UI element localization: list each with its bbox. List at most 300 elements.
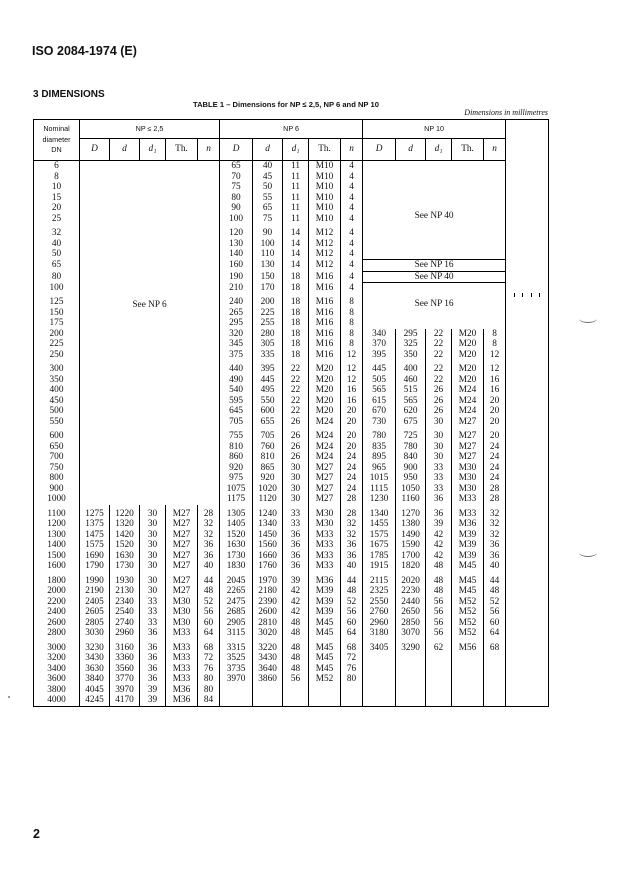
np10-cell-empty [363,685,396,696]
np6-cell: 48 [283,664,309,675]
np6-cell: 4 [341,228,363,239]
np25-cell: 36 [140,628,166,639]
np6-cell: M27 [309,494,341,505]
np6-cell: 2045 [220,576,253,587]
np6-cell: M52 [309,674,341,685]
np10-cell: 62 [426,643,452,654]
np6-cell: 16 [341,385,363,396]
np6-cell: M16 [309,308,341,319]
np6-cell: M20 [309,364,341,375]
np6-cell: 65 [220,161,253,172]
np6-cell: 4 [341,271,363,283]
np6-cell: M39 [309,586,341,597]
np10-cell: M24 [452,396,484,407]
np10-cell: 24 [484,473,506,484]
table-row [34,551,549,562]
np10-cell-empty [484,685,506,696]
np10-cell: M45 [452,586,484,597]
np6-cell: 39 [283,576,309,587]
np10-cell-empty [484,653,506,664]
dn-cell: 225 [34,339,80,350]
np10-cell: 1340 [363,509,396,520]
np25-cell: 1475 [80,530,110,541]
np6-cell: M16 [309,350,341,361]
np6-cell: 20 [341,431,363,442]
np6-cell: 200 [253,297,283,308]
np6-cell-empty [341,695,363,706]
np25-cell: 4170 [110,695,140,706]
np10-cell: M33 [452,494,484,505]
np10-cell: 8 [484,329,506,340]
np6-cell: M12 [309,239,341,250]
np10-cell: 56 [426,628,452,639]
np6-cell: 22 [283,406,309,417]
np6-cell: M27 [309,473,341,484]
np6-cell: 36 [341,551,363,562]
np6-cell: 395 [253,364,283,375]
np6-cell: 36 [341,540,363,551]
np6-cell: M10 [309,172,341,183]
subcol-header: d [110,139,140,161]
np6-cell: 595 [220,396,253,407]
np25-cell: 1220 [110,509,140,520]
dn-cell: 600 [34,431,80,442]
np10-cell-empty [396,685,426,696]
np6-cell: 1660 [253,551,283,562]
np25-cell: M27 [166,519,198,530]
np25-cell: 64 [198,628,220,639]
np10-cell: 48 [426,576,452,587]
np6-cell: 645 [220,406,253,417]
np6-cell: 295 [220,318,253,329]
dn-cell: 32 [34,228,80,239]
np10-cell: 32 [484,530,506,541]
np10-cell: 26 [426,385,452,396]
np25-cell: M33 [166,674,198,685]
np6-cell: 4 [341,172,363,183]
np10-cell-empty [363,664,396,675]
np6-cell: 28 [341,494,363,505]
np6-cell: 42 [283,607,309,618]
np6-cell: 28 [341,509,363,520]
np6-cell: M16 [309,318,341,329]
np10-cell: 20 [484,431,506,442]
np25-cell: 30 [140,509,166,520]
np6-cell: 12 [341,364,363,375]
np6-cell: 225 [253,308,283,319]
np6-cell: 1520 [220,530,253,541]
dn-cell: 40 [34,239,80,250]
dn-cell: 65 [34,260,80,272]
np25-cell: M27 [166,530,198,541]
np6-cell: 4 [341,203,363,214]
dn-cell: 10 [34,182,80,193]
np10-cell: 30 [426,442,452,453]
np6-cell: 2905 [220,618,253,629]
np10-cell: 48 [484,586,506,597]
np6-cell: 100 [220,214,253,225]
table-row [34,519,549,530]
subcol-header: D [363,139,396,161]
np10-cell: 44 [484,576,506,587]
np10-cell: 460 [396,375,426,386]
np10-cell: 30 [426,452,452,463]
dn-cell: 250 [34,350,80,361]
np6-cell: 11 [283,182,309,193]
np25-cell: 2960 [110,628,140,639]
np10-cell: 1915 [363,561,396,572]
np10-cell-empty [363,674,396,685]
np10-cell: 42 [426,530,452,541]
np6-cell: 3430 [253,653,283,664]
dn-cell: 2200 [34,597,80,608]
np10-cell: 36 [484,551,506,562]
np6-cell: 140 [220,249,253,260]
np6-cell: 2265 [220,586,253,597]
np10-cell: 565 [396,396,426,407]
np6-cell: 32 [341,530,363,541]
np6-cell: M45 [309,618,341,629]
np10-cell: 3180 [363,628,396,639]
np10-cell: M30 [452,473,484,484]
table-row [34,643,549,654]
np25-see-np6: See NP 6 [80,161,220,505]
np6-cell: 48 [283,628,309,639]
np6-cell: 36 [283,540,309,551]
np25-cell: 32 [198,519,220,530]
np6-cell: 550 [253,396,283,407]
np10-cell: 39 [426,519,452,530]
np25-cell: 40 [198,561,220,572]
np25-cell: M27 [166,540,198,551]
dn-cell: 550 [34,417,80,428]
np10-cell-empty [452,695,484,706]
np10-cell: 730 [363,417,396,428]
np10-cell: M39 [452,530,484,541]
np10-cell: 505 [363,375,396,386]
np10-cell: 1820 [396,561,426,572]
np6-cell: M33 [309,530,341,541]
gap-cell [531,293,540,297]
np10-cell: 1270 [396,509,426,520]
table-row [34,530,549,541]
np10-cell: 620 [396,406,426,417]
np10-cell: M39 [452,551,484,562]
np25-cell: M27 [166,509,198,520]
np25-cell: 3430 [80,653,110,664]
np6-cell: M33 [309,561,341,572]
np6-cell: 50 [253,182,283,193]
np10-cell: 340 [363,329,396,340]
gap-cell [506,293,515,297]
np10-cell: 22 [426,329,452,340]
np25-cell: 1520 [110,540,140,551]
np10-cell: 16 [484,375,506,386]
np25-cell: M33 [166,653,198,664]
np25-cell: 30 [140,551,166,562]
table-row [34,664,549,675]
np10-cell: 1380 [396,519,426,530]
subcol-header: D [80,139,110,161]
np6-cell: 865 [253,463,283,474]
np10-cell: 20 [484,406,506,417]
subcolumn-header-row [34,139,549,161]
np6-cell: 24 [341,473,363,484]
np6-cell: 495 [253,385,283,396]
np10-cell: M36 [452,519,484,530]
np10-cell: 22 [426,339,452,350]
np6-cell: 1560 [253,540,283,551]
np6-cell: M33 [309,540,341,551]
np6-cell-empty [283,695,309,706]
np25-cell: 1990 [80,576,110,587]
np10-cell: 32 [484,509,506,520]
np10-cell-empty [484,664,506,675]
dn-cell: 25 [34,214,80,225]
np6-cell: 8 [341,339,363,350]
np6-cell: M45 [309,643,341,654]
np6-cell: M16 [309,271,341,283]
np6-cell: 860 [220,452,253,463]
np6-group-header: NP 6 [220,120,363,139]
np6-cell: 1405 [220,519,253,530]
np10-cell: M56 [452,643,484,654]
dn-cell: 6 [34,161,80,172]
dn-cell: 125 [34,297,80,308]
np10-cell: 1160 [396,494,426,505]
np6-cell: M30 [309,519,341,530]
np25-cell: 3030 [80,628,110,639]
np6-cell: 80 [220,193,253,204]
dn-cell: 2600 [34,618,80,629]
np10-cell: 3070 [396,628,426,639]
scan-speck [8,696,10,698]
np10-cell: 445 [363,364,396,375]
np25-cell: M36 [166,685,198,696]
table-row [34,628,549,639]
np25-cell: M30 [166,607,198,618]
np6-cell: 3735 [220,664,253,675]
np25-cell: 2340 [110,597,140,608]
dimensions-table [33,119,549,707]
np25-cell: 84 [198,695,220,706]
np25-cell: 33 [140,618,166,629]
np10-cell: 400 [396,364,426,375]
np6-cell: 1970 [253,576,283,587]
np6-cell: 68 [341,643,363,654]
np6-cell: 20 [341,442,363,453]
dn-cell: 1600 [34,561,80,572]
np6-cell: 810 [253,452,283,463]
dn-cell: 1800 [34,576,80,587]
np6-cell: 2600 [253,607,283,618]
np6-cell: 48 [283,653,309,664]
np6-cell: 4 [341,161,363,172]
dn-cell: 700 [34,452,80,463]
np10-cell: 840 [396,452,426,463]
np6-cell-empty [220,685,253,696]
np6-cell: 18 [283,283,309,294]
np10-cell: 40 [484,561,506,572]
np6-cell: 18 [283,329,309,340]
np6-cell: 280 [253,329,283,340]
np6-cell-empty [253,685,283,696]
dn-cell: 350 [34,375,80,386]
np10-cell: 1675 [363,540,396,551]
np10-cell: 1590 [396,540,426,551]
np25-cell: 36 [140,643,166,654]
np6-cell: 1830 [220,561,253,572]
np6-cell: 1020 [253,484,283,495]
dn-cell: 100 [34,283,80,294]
np6-cell: 20 [341,417,363,428]
np6-cell: 1075 [220,484,253,495]
np25-cell: 28 [198,509,220,520]
np6-cell: 4 [341,193,363,204]
np10-cell: 64 [484,628,506,639]
np25-cell: M27 [166,576,198,587]
np6-cell: M39 [309,597,341,608]
np6-cell: M20 [309,406,341,417]
np25-cell: M36 [166,695,198,706]
np6-cell: M24 [309,431,341,442]
np25-cell: 2540 [110,607,140,618]
np6-cell: 600 [253,406,283,417]
np6-cell: 36 [283,561,309,572]
np25-cell: 52 [198,597,220,608]
np25-cell: M30 [166,597,198,608]
table-row [34,695,549,706]
np6-cell: 445 [253,375,283,386]
np25-cell: 1375 [80,519,110,530]
np6-cell: 42 [283,597,309,608]
np6-cell: 655 [253,417,283,428]
dn-cell: 300 [34,364,80,375]
np6-cell: 75 [220,182,253,193]
np6-cell: 76 [341,664,363,675]
np6-cell: 42 [283,586,309,597]
np6-cell: 705 [220,417,253,428]
np6-cell: M45 [309,628,341,639]
np6-cell: 130 [253,260,283,272]
np6-cell: 22 [283,364,309,375]
np10-cell: 33 [426,463,452,474]
np10-cell: 780 [396,442,426,453]
np6-cell: 75 [253,214,283,225]
np25-cell: 1420 [110,530,140,541]
np10-cell: 24 [484,442,506,453]
np10-cell: 48 [426,561,452,572]
np10-cell: 36 [484,540,506,551]
dn-cell: 1100 [34,509,80,520]
np6-cell: 65 [253,203,283,214]
np25-cell: 36 [140,664,166,675]
np25-cell: 3230 [80,643,110,654]
page-number: 2 [33,827,40,841]
np6-cell: 11 [283,203,309,214]
np6-cell: 18 [283,308,309,319]
np6-cell: 48 [283,643,309,654]
dn-cell: 50 [34,249,80,260]
np25-cell: 1730 [110,561,140,572]
np6-cell: 375 [220,350,253,361]
np10-cell: M20 [452,364,484,375]
np6-cell: M10 [309,193,341,204]
np25-cell: 1790 [80,561,110,572]
np10-cell: 24 [484,463,506,474]
np6-cell: 90 [253,228,283,239]
np10-cell: M30 [452,484,484,495]
subcol-header: Th. [309,139,341,161]
np6-cell: 4 [341,214,363,225]
np10-cell: M20 [452,350,484,361]
np6-cell: M12 [309,228,341,239]
dn-cell: 8 [34,172,80,183]
np10-cell: M33 [452,509,484,520]
np10-cell: 515 [396,385,426,396]
np6-cell: 12 [341,350,363,361]
np10-cell: 2550 [363,597,396,608]
np10-cell: 56 [426,607,452,618]
np6-cell: 760 [253,442,283,453]
np6-cell: M20 [309,396,341,407]
np6-cell: M16 [309,339,341,350]
np6-cell: 3525 [220,653,253,664]
np10-cell: 1050 [396,484,426,495]
np25-cell: 3840 [80,674,110,685]
np6-cell-empty [309,695,341,706]
np10-cell: 2760 [363,607,396,618]
dn-cell: 175 [34,318,80,329]
np6-cell: 14 [283,239,309,250]
np10-cell: 56 [426,597,452,608]
np10-cell: 48 [426,586,452,597]
np10-cell: M52 [452,597,484,608]
np6-cell: 810 [220,442,253,453]
np10-cell: 2650 [396,607,426,618]
np10-cell: 22 [426,364,452,375]
np25-cell: M33 [166,628,198,639]
np10-cell: 60 [484,618,506,629]
np6-cell: 2180 [253,586,283,597]
np6-cell: 32 [341,519,363,530]
np10-cell: 2440 [396,597,426,608]
np10-cell-empty [484,695,506,706]
np25-cell: 48 [198,586,220,597]
np6-cell: 3640 [253,664,283,675]
np6-cell-empty [309,685,341,696]
dn-cell: 2000 [34,586,80,597]
table-row [34,607,549,618]
np6-cell: 920 [220,463,253,474]
np25-cell: 1930 [110,576,140,587]
np10-cell: 670 [363,406,396,417]
np10-cell: 16 [484,385,506,396]
np10-cell-empty [363,653,396,664]
np10-cell: 26 [426,406,452,417]
table-row [34,509,549,520]
subcol-header: n [198,139,220,161]
np6-cell: 1760 [253,561,283,572]
margin-mark [579,314,597,323]
np10-cell: 56 [484,607,506,618]
np6-cell: 1240 [253,509,283,520]
np25-cell: 36 [140,653,166,664]
np6-cell: 320 [220,329,253,340]
np10-cell: M52 [452,607,484,618]
np10-see-np40: See NP 40 [363,161,506,260]
np6-cell: 44 [341,576,363,587]
